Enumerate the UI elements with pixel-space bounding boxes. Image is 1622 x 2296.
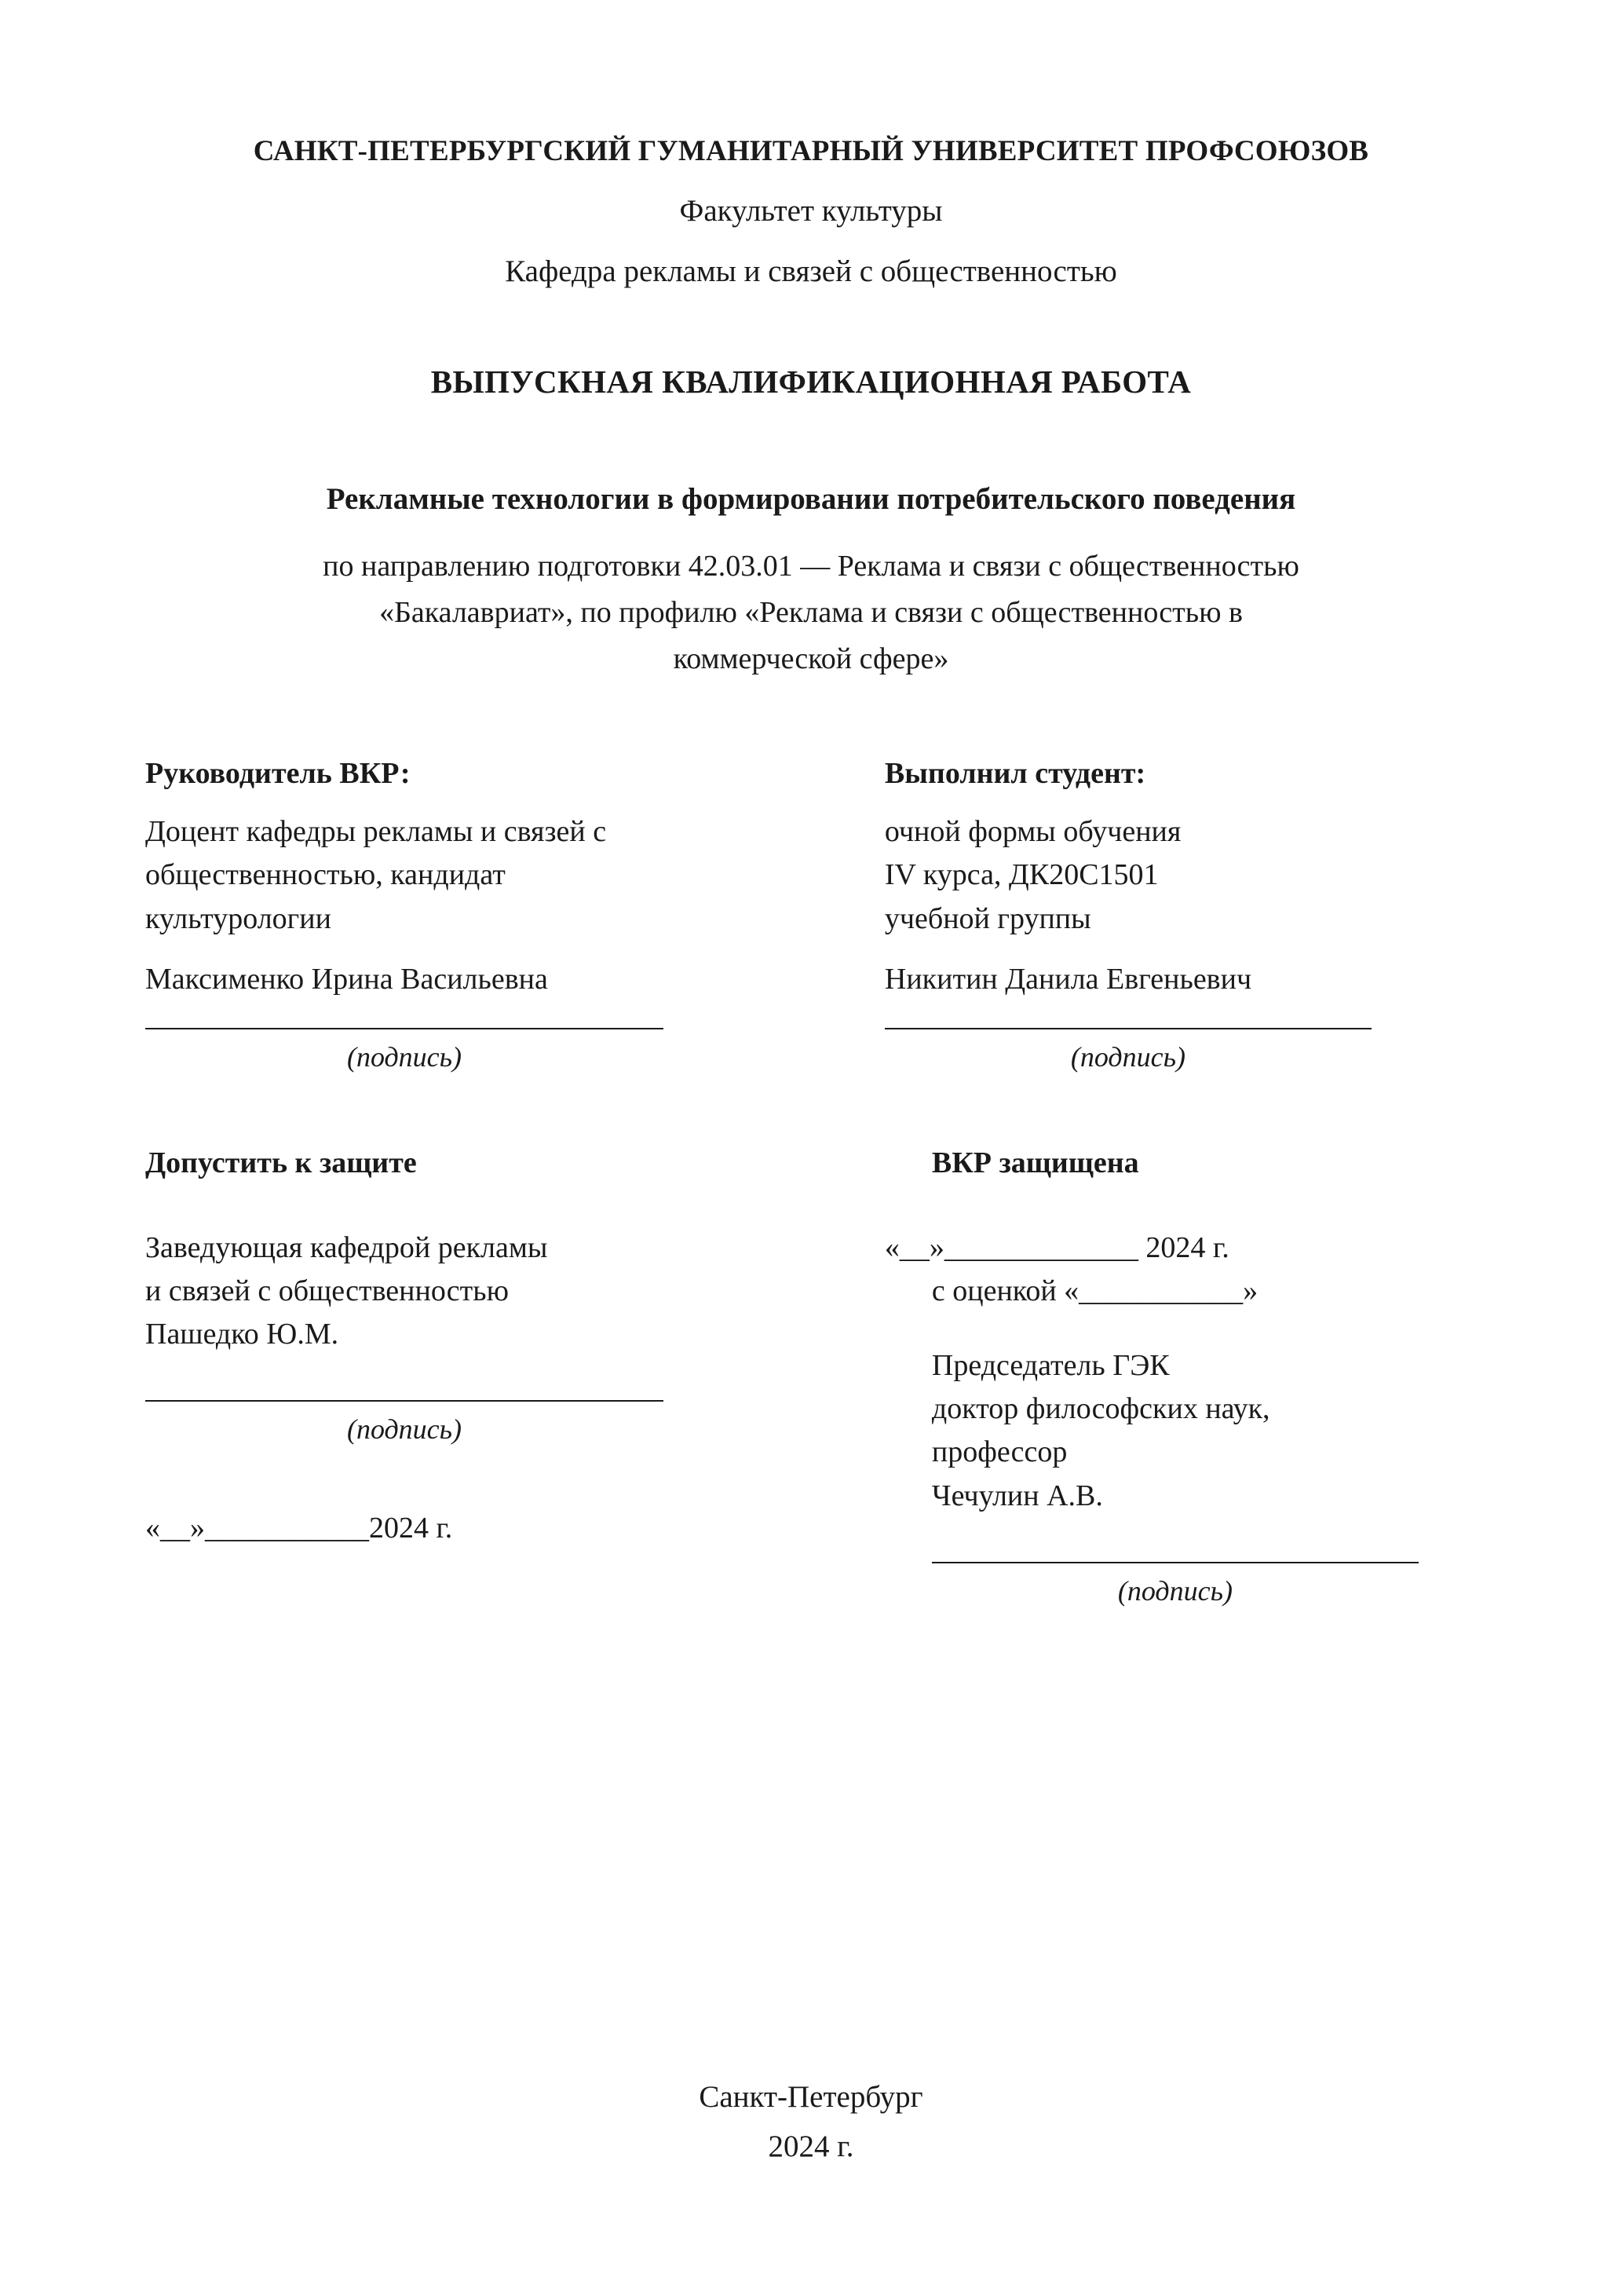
student-signature-line bbox=[885, 1028, 1372, 1029]
defense-signature-caption: (подпись) bbox=[1117, 1574, 1233, 1607]
approval-row bbox=[145, 1144, 1477, 1607]
supervisor-line-1: Доцент кафедры рекламы и связей с bbox=[145, 815, 607, 849]
footer-year: 2024 г. bbox=[768, 2130, 854, 2163]
student-heading: Выполнил студент: bbox=[884, 756, 1146, 790]
student-block bbox=[838, 755, 1477, 1073]
chair-title: Председатель ГЭК bbox=[931, 1349, 1170, 1383]
program-line-2: «Бакалавриат», по профилю «Реклама и связи с общественностью в bbox=[379, 596, 1243, 630]
university-name: САНКТ-ПЕТЕРБУРГСКИЙ ГУМАНИТАРНЫЙ УНИВЕРСИТЕТ ПРОФСОЮЗОВ bbox=[253, 135, 1369, 167]
admission-block bbox=[145, 1144, 838, 1607]
student-name: Никитин Данила Евгеньевич bbox=[884, 962, 1252, 996]
student-line-2: IV курса, ДК20С1501 bbox=[884, 858, 1159, 892]
admission-line-3: Пашедко Ю.М. bbox=[145, 1318, 339, 1351]
program-info bbox=[145, 543, 1477, 682]
defense-grade-line: с оценкой «___________» bbox=[931, 1274, 1259, 1308]
chair-degree: доктор философских наук, bbox=[931, 1392, 1270, 1426]
student-signature-caption: (подпись) bbox=[1070, 1040, 1185, 1073]
program-line-3: коммерческой сфере» bbox=[673, 642, 949, 676]
signatories-row bbox=[145, 755, 1477, 1073]
supervisor-block bbox=[145, 755, 838, 1073]
page-footer bbox=[0, 2079, 1622, 2164]
supervisor-signature-line bbox=[145, 1028, 663, 1029]
admission-line-2: и связей с общественностью bbox=[145, 1274, 509, 1308]
footer-city: Санкт-Петербург bbox=[699, 2080, 923, 2114]
admission-line-1: Заведующая кафедрой рекламы bbox=[145, 1231, 548, 1265]
faculty-name: Факультет культуры bbox=[679, 194, 943, 229]
defense-date-line: «__»_____________ 2024 г. bbox=[884, 1231, 1229, 1265]
supervisor-signature-caption: (подпись) bbox=[346, 1040, 462, 1073]
admission-signature-line bbox=[145, 1400, 663, 1402]
admission-heading: Допустить к защите bbox=[145, 1146, 417, 1179]
chair-name: Чечулин А.В. bbox=[931, 1479, 1103, 1512]
supervisor-name: Максименко Ирина Васильевна bbox=[145, 962, 548, 996]
chair-rank: профессор bbox=[931, 1435, 1068, 1469]
student-line-1: очной формы обучения bbox=[884, 815, 1182, 849]
defense-block bbox=[838, 1144, 1477, 1607]
supervisor-heading: Руководитель ВКР: bbox=[145, 756, 411, 790]
supervisor-line-2: общественностью, кандидат bbox=[145, 858, 506, 892]
admission-date-line: «__»___________2024 г. bbox=[145, 1512, 453, 1545]
defense-signature-line bbox=[932, 1562, 1419, 1563]
student-line-3: учебной группы bbox=[884, 901, 1091, 935]
program-line-1: по направлению подготовки 42.03.01 — Реклама и связи с общественностью bbox=[323, 550, 1299, 583]
department-name: Кафедра рекламы и связей с общественностью bbox=[505, 254, 1117, 288]
supervisor-line-3: культурологии bbox=[145, 901, 331, 935]
document-type: ВЫПУСКНАЯ КВАЛИФИКАЦИОННАЯ РАБОТА bbox=[430, 363, 1192, 400]
admission-signature-caption: (подпись) bbox=[346, 1413, 462, 1446]
defense-heading: ВКР защищена bbox=[931, 1146, 1139, 1179]
work-title: Рекламные технологии в формировании потребительского поведения bbox=[326, 481, 1296, 516]
